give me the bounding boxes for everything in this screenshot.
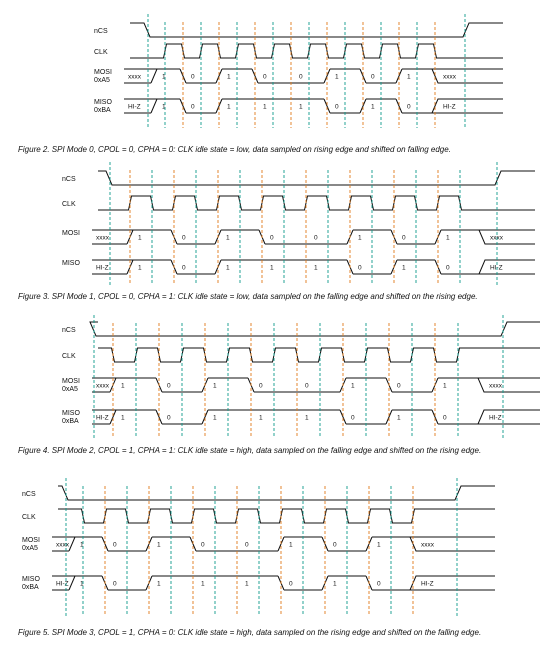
- fig3-miso-bit-4-label: 1: [314, 264, 318, 272]
- fig2-miso-edge: [324, 99, 330, 113]
- fig3-mosi-bit-7-label: 1: [446, 234, 450, 242]
- fig3-mosi-idle-label: xxxx: [96, 234, 109, 242]
- fig4-miso-edge-in-b: [110, 410, 116, 424]
- fig4-mosi-tail-label: xxxx: [489, 382, 502, 390]
- fig2-mosi-bit-2-label: 1: [227, 73, 231, 81]
- fig4-mosi-tail-bot: [478, 378, 540, 392]
- fig4-mosi-label-1: 0xA5: [62, 386, 78, 393]
- fig3-mosi-bit-4-label: 0: [314, 234, 318, 242]
- fig3-mosi-bit-3-label: 0: [270, 234, 274, 242]
- fig4-mosi-bit-4-label: 0: [305, 382, 309, 390]
- fig3-ncs-trace: [98, 171, 535, 185]
- fig2-mosi-idle-label: xxxx: [128, 73, 141, 81]
- fig4-miso-edge: [202, 410, 208, 424]
- fig3-mosi-tail-bot: [479, 230, 535, 244]
- fig5-mosi-idle-label: xxxx: [56, 541, 69, 549]
- fig4-miso-label-0: MISO: [62, 410, 80, 417]
- fig4-miso-bit-3-label: 1: [259, 414, 263, 422]
- fig5-miso-tail-label: HI-Z: [421, 580, 434, 588]
- fig5-ncs-trace: [58, 486, 495, 500]
- fig5-mosi-bit-1-label: 0: [113, 541, 117, 549]
- fig3-miso-bit-5-label: 0: [358, 264, 362, 272]
- fig3-miso-bit-1-label: 0: [182, 264, 186, 272]
- fig2-ncs-trace: [130, 23, 503, 37]
- fig5-miso-idle-label: HI-Z: [56, 580, 69, 588]
- fig4-miso-label-1: 0xBA: [62, 418, 79, 425]
- fig4-mosi-label-0: MOSI: [62, 378, 80, 385]
- fig3-clk-label: CLK: [62, 201, 76, 208]
- fig2-mosi-bit-6-label: 0: [371, 73, 375, 81]
- fig4-miso-edge: [432, 410, 438, 424]
- fig2-clk-trace: [130, 44, 503, 58]
- fig5-ncs-label: nCS: [22, 491, 36, 498]
- fig5-miso-bit-6-label: 1: [333, 580, 337, 588]
- fig5-miso-label-0: MISO: [22, 576, 40, 583]
- fig2-clk-label: CLK: [94, 49, 108, 56]
- fig2-miso-bit-2-label: 1: [227, 103, 231, 111]
- fig2-miso-edge-in-b: [151, 99, 157, 113]
- fig2-miso-edge: [360, 99, 366, 113]
- fig3-ncs-label: nCS: [62, 176, 76, 183]
- fig5-clk-label: CLK: [22, 514, 36, 521]
- fig4-miso-edge: [340, 410, 346, 424]
- fig5-miso-bit-7-label: 0: [377, 580, 381, 588]
- fig5-mosi-bit-6-label: 0: [333, 541, 337, 549]
- fig2-miso-bit-4-label: 1: [299, 103, 303, 111]
- fig2-mosi-bit-5-label: 1: [335, 73, 339, 81]
- fig5-mosi-edge-in-b: [69, 537, 75, 551]
- fig2-mosi-edge: [324, 69, 330, 83]
- fig3-miso-bit-6-label: 1: [402, 264, 406, 272]
- fig5-miso-bit-4-label: 1: [245, 580, 249, 588]
- fig2-miso-idle-label: HI-Z: [128, 103, 141, 111]
- fig3-clk-trace: [98, 196, 535, 210]
- fig2-mosi-bit-1-label: 0: [191, 73, 195, 81]
- figure-5-caption: Figure 5. SPI Mode 3, CPOL = 1, CPHA = 0: CLK idle state = high, data sampled on the rising edge and shifted on the falling edge.: [18, 628, 482, 637]
- fig2-miso-bit-7-label: 0: [407, 103, 411, 111]
- fig5-mosi-label-0: MOSI: [22, 537, 40, 544]
- fig3-mosi-label-0: MOSI: [62, 230, 80, 237]
- figure-3-caption: Figure 3. SPI Mode 1, CPOL = 0, CPHA = 1: CLK idle state = low, data sampled on the falling edge and shifted on the rising edge.: [18, 292, 478, 301]
- fig2-miso-label-0: MISO: [94, 99, 112, 106]
- fig3-mosi-bit-0-label: 1: [138, 234, 142, 242]
- figure-4-caption: Figure 4. SPI Mode 2, CPOL = 1, CPHA = 1: CLK idle state = high, data sampled on the falling edge and shifted on the rising edge.: [18, 446, 482, 455]
- fig5-miso-label-1: 0xBA: [22, 584, 39, 591]
- fig5-mosi-bit-2-label: 1: [157, 541, 161, 549]
- fig5-miso-bit-0-label: 1: [80, 580, 84, 588]
- fig5-mosi-bit-3-label: 0: [201, 541, 205, 549]
- fig5-miso-bit-1-label: 0: [113, 580, 117, 588]
- fig4-ncs-label: nCS: [62, 327, 76, 334]
- fig2-mosi-label-1: 0xA5: [94, 77, 110, 84]
- fig4-mosi-idle-label: xxxx: [96, 382, 109, 390]
- fig2-miso-edge: [216, 99, 222, 113]
- fig3-miso-tail-label: HI-Z: [490, 264, 503, 272]
- fig4-miso-bit-6-label: 1: [397, 414, 401, 422]
- fig2-mosi-edge: [360, 69, 366, 83]
- fig4-miso-bit-5-label: 0: [351, 414, 355, 422]
- fig4-mosi-bit-0-label: 1: [121, 382, 125, 390]
- fig4-mosi-bit-3-label: 0: [259, 382, 263, 390]
- fig2-miso-bit-5-label: 0: [335, 103, 339, 111]
- fig5-miso-edge-in-b: [69, 576, 75, 590]
- fig4-miso-bit-0-label: 1: [121, 414, 125, 422]
- fig2-mosi-edge-in-b: [151, 69, 157, 83]
- fig4-miso-idle-label: HI-Z: [96, 414, 109, 422]
- fig5-miso-bit-2-label: 1: [157, 580, 161, 588]
- fig5-mosi-bit-4-label: 0: [245, 541, 249, 549]
- fig4-miso-bit-2-label: 1: [213, 414, 217, 422]
- fig2-miso-label-1: 0xBA: [94, 107, 111, 114]
- fig3-mosi-bit-2-label: 1: [226, 234, 230, 242]
- fig2-mosi-bit-3-label: 0: [263, 73, 267, 81]
- fig4-miso-tail-label: HI-Z: [489, 414, 502, 422]
- fig2-miso-bit-1-label: 0: [191, 103, 195, 111]
- fig3-miso-label-0: MISO: [62, 260, 80, 267]
- fig4-miso-tail-top: [478, 410, 540, 424]
- fig4-mosi-bit-6-label: 0: [397, 382, 401, 390]
- fig5-mosi-bit-7-label: 1: [377, 541, 381, 549]
- fig3-miso-bit-7-label: 0: [446, 264, 450, 272]
- fig4-miso-bit-1-label: 0: [167, 414, 171, 422]
- fig2-miso-edge: [396, 99, 402, 113]
- fig5-clk-trace: [58, 509, 495, 523]
- fig4-clk-label: CLK: [62, 353, 76, 360]
- fig3-miso-bit-0-label: 1: [138, 264, 142, 272]
- fig2-miso-tail-label: HI-Z: [443, 103, 456, 111]
- fig2-mosi-edge: [180, 69, 186, 83]
- fig5-mosi-tail-label: xxxx: [421, 541, 434, 549]
- fig4-miso-bit-4-label: 1: [305, 414, 309, 422]
- fig4-clk-trace: [98, 348, 540, 362]
- fig2-mosi-edge: [252, 69, 258, 83]
- fig4-mosi-bit-2-label: 1: [213, 382, 217, 390]
- fig4-miso-edge: [386, 410, 392, 424]
- fig5-mosi-bit-0-label: 1: [80, 541, 84, 549]
- fig2-ncs-label: nCS: [94, 28, 108, 35]
- fig3-miso-bit-3-label: 1: [270, 264, 274, 272]
- fig3-mosi-bit-5-label: 1: [358, 234, 362, 242]
- fig4-miso-edge: [156, 410, 162, 424]
- fig5-mosi-bit-5-label: 1: [289, 541, 293, 549]
- fig2-mosi-bit-0-label: 1: [162, 73, 166, 81]
- fig3-mosi-bit-6-label: 0: [402, 234, 406, 242]
- fig2-mosi-bit-4-label: 0: [299, 73, 303, 81]
- fig3-miso-idle-label: HI-Z: [96, 264, 109, 272]
- fig3-miso-tail-top: [479, 260, 535, 274]
- fig5-mosi-label-1: 0xA5: [22, 545, 38, 552]
- fig2-miso-edge: [180, 99, 186, 113]
- fig2-mosi-edge: [216, 69, 222, 83]
- fig2-mosi-tail-label: xxxx: [443, 73, 456, 81]
- fig2-miso-bit-0-label: 1: [162, 103, 166, 111]
- fig2-miso-bit-3-label: 1: [263, 103, 267, 111]
- figure-2-caption: Figure 2. SPI Mode 0, CPOL = 0, CPHA = 0: CLK idle state = low, data sampled on rising edge and shifted on falling edge.: [18, 145, 451, 154]
- fig4-miso-bit-7-label: 0: [443, 414, 447, 422]
- fig2-miso-bit-6-label: 1: [371, 103, 375, 111]
- fig3-miso-bit-2-label: 1: [226, 264, 230, 272]
- fig2-mosi-bit-7-label: 1: [407, 73, 411, 81]
- fig2-mosi-edge: [396, 69, 402, 83]
- fig4-mosi-bit-7-label: 1: [443, 382, 447, 390]
- fig4-ncs-trace: [90, 322, 540, 336]
- fig4-mosi-bit-1-label: 0: [167, 382, 171, 390]
- fig3-mosi-tail-label: xxxx: [490, 234, 503, 242]
- fig5-miso-bit-5-label: 0: [289, 580, 293, 588]
- fig5-miso-bit-3-label: 1: [201, 580, 205, 588]
- fig3-mosi-bit-1-label: 0: [182, 234, 186, 242]
- fig4-mosi-bit-5-label: 1: [351, 382, 355, 390]
- fig2-mosi-label-0: MOSI: [94, 69, 112, 76]
